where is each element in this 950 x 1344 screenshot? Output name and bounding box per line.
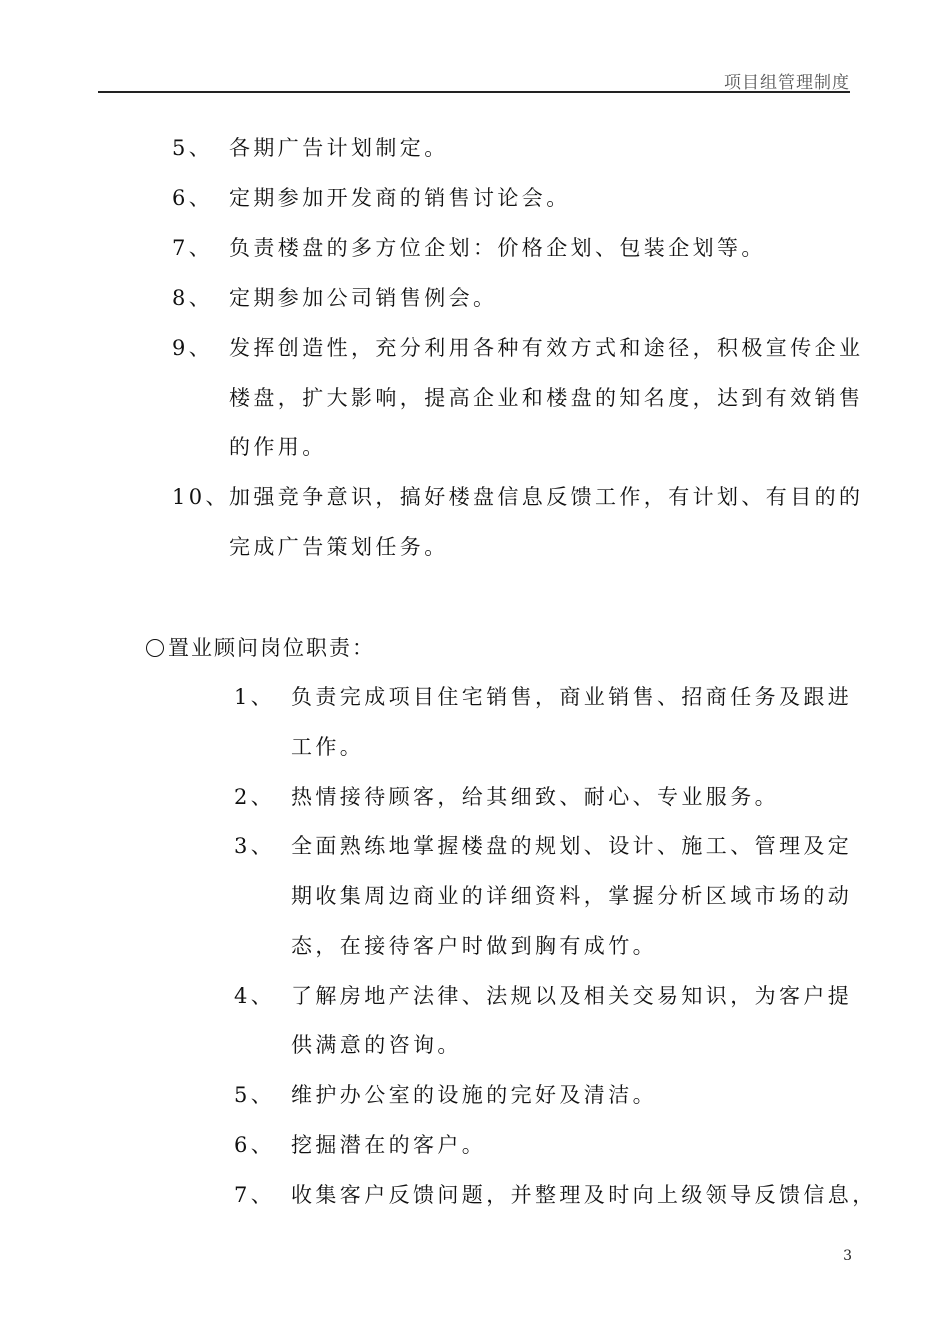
- page-number: 3: [843, 1248, 852, 1264]
- list-item-number: 3、: [234, 834, 276, 858]
- header-title: 项目组管理制度: [724, 73, 850, 93]
- list-item-number: 4、: [234, 984, 276, 1008]
- list-item-text: 楼盘，扩大影响，提高企业和楼盘的知名度，达到有效销售: [229, 386, 864, 410]
- list-item-text: 维护办公室的设施的完好及清洁。: [291, 1083, 657, 1107]
- list-item-text: 期收集周边商业的详细资料，掌握分析区域市场的动: [291, 884, 853, 908]
- list-item-text: 负责完成项目住宅销售，商业销售、招商任务及跟进: [291, 685, 853, 709]
- list-item-number: 6、: [172, 186, 214, 210]
- list-item-number: 9、: [172, 336, 214, 360]
- list-item-number: 5、: [234, 1083, 276, 1107]
- list-item-text: 热情接待顾客，给其细致、耐心、专业服务。: [291, 785, 779, 809]
- list-item-text: 加强竞争意识，搞好楼盘信息反馈工作，有计划、有目的的: [229, 485, 864, 509]
- list-item-number: 7、: [172, 236, 214, 260]
- list-item-text: 挖掘潜在的客户。: [291, 1133, 487, 1157]
- list-item-number: 7、: [234, 1183, 276, 1207]
- list-item-text: 了解房地产法律、法规以及相关交易知识，为客户提: [291, 984, 853, 1008]
- list-item-text: 完成广告策划任务。: [229, 535, 449, 559]
- list-item-text: 收集客户反馈问题，并整理及时向上级领导反馈信息，: [291, 1183, 877, 1207]
- list-item-text: 各期广告计划制定。: [229, 136, 449, 160]
- list-item-text: 全面熟练地掌握楼盘的规划、设计、施工、管理及定: [291, 834, 853, 858]
- section-title: 置业顾问岗位职责：: [168, 636, 375, 660]
- list-item-number: 10、: [172, 485, 230, 509]
- list-item-text: 供满意的咨询。: [291, 1033, 462, 1057]
- circle-bullet-icon: [146, 639, 164, 657]
- list-item-text: 的作用。: [229, 435, 327, 459]
- list-item-text: 态，在接待客户时做到胸有成竹。: [291, 934, 657, 958]
- list-item-text: 定期参加公司销售例会。: [229, 286, 498, 310]
- header-divider: [98, 91, 850, 93]
- list-item-number: 2、: [234, 785, 276, 809]
- list-item-number: 1、: [234, 685, 276, 709]
- list-item-text: 发挥创造性，充分利用各种有效方式和途径，积极宣传企业: [229, 336, 864, 360]
- list-item-number: 6、: [234, 1133, 276, 1157]
- list-item-number: 5、: [172, 136, 214, 160]
- list-item-text: 工作。: [291, 735, 365, 759]
- section-heading: [146, 634, 375, 662]
- list-item-text: 定期参加开发商的销售讨论会。: [229, 186, 571, 210]
- list-item-text: 负责楼盘的多方位企划：价格企划、包装企划等。: [229, 236, 766, 260]
- list-item-number: 8、: [172, 286, 214, 310]
